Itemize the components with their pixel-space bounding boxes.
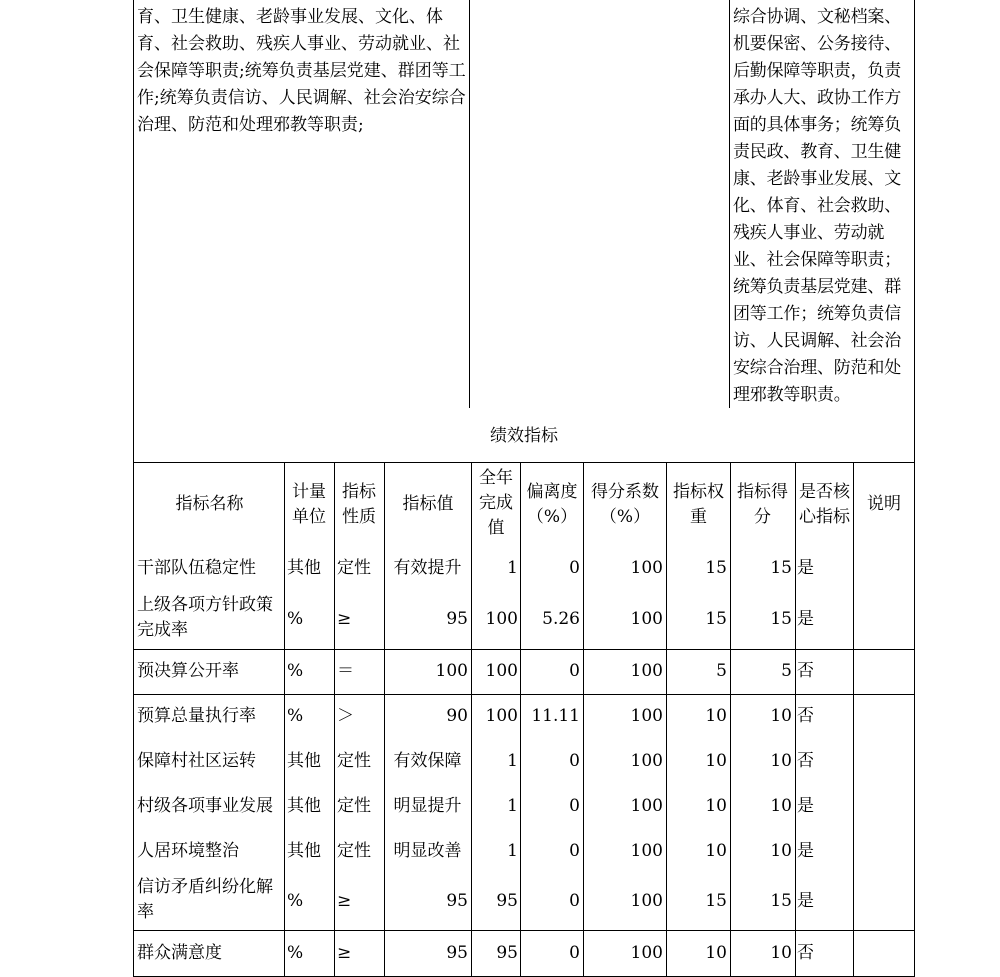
cell-nature: ≥ (337, 943, 352, 963)
cell-weight: 10 (705, 796, 727, 816)
cell-value: 95 (446, 609, 468, 629)
cell-nature: ＝ (337, 661, 354, 681)
cell-weight: 10 (705, 706, 727, 726)
header-annual: 全年完成值 (479, 468, 513, 538)
cell-score: 5 (781, 661, 792, 681)
cell-score: 15 (770, 609, 792, 629)
cell-core: 是 (797, 891, 814, 911)
section-title: 绩效指标 (490, 426, 558, 446)
header-nature: 指标性质 (342, 482, 376, 527)
cell-deviation: 0 (569, 751, 580, 771)
header-unit: 计量单位 (292, 482, 326, 527)
cell-unit: 其他 (287, 751, 321, 771)
cell-weight: 15 (705, 891, 727, 911)
cell-name: 保障村社区运转 (137, 751, 256, 771)
cell-core: 否 (797, 943, 814, 963)
cell-name: 村级各项事业发展 (137, 796, 273, 816)
cell-deviation: 0 (569, 558, 580, 578)
cell-coef: 100 (630, 706, 663, 726)
cell-nature: 定性 (337, 796, 371, 816)
cell-core: 否 (797, 661, 814, 681)
cell-value: 100 (435, 661, 468, 681)
cell-value: 有效保障 (393, 751, 462, 771)
cell-name: 信访矛盾纠纷化解率 (137, 877, 273, 922)
cell-core: 是 (797, 558, 814, 578)
cell-unit: 其他 (287, 796, 321, 816)
cell-nature: 定性 (337, 558, 371, 578)
cell-weight: 5 (716, 661, 727, 681)
cell-weight: 15 (705, 609, 727, 629)
cell-score: 10 (770, 796, 792, 816)
cell-unit: 其他 (287, 841, 321, 861)
cell-annual: 95 (496, 891, 518, 911)
cell-coef: 100 (630, 609, 663, 629)
cell-weight: 10 (705, 841, 727, 861)
cell-score: 10 (770, 943, 792, 963)
cell-coef: 100 (630, 796, 663, 816)
header-value: 指标值 (402, 494, 454, 514)
cell-name: 干部队伍稳定性 (137, 558, 256, 578)
cell-name: 预算总量执行率 (137, 706, 256, 726)
cell-annual: 1 (507, 841, 518, 861)
duties-text-right: 综合协调、文秘档案、机要保密、公务接待、后勤保障等职责，负责承办人大、政协工作方面的具体事务；统筹负责民政、教育、卫生健康、老龄事业发展、文化、体育、社会救助、残疾人事业、劳动就业、社会保障等职责；统筹负责基层党建、群团等工作；统筹负责信访、人民调解、社会治安综合治理、防范和处理邪教等职责。 (733, 7, 901, 405)
cell-unit: % (287, 661, 304, 681)
cell-nature: ≥ (337, 891, 352, 911)
cell-score: 10 (770, 841, 792, 861)
cell-value: 明显提升 (393, 796, 462, 816)
cell-unit: % (287, 891, 304, 911)
cell-deviation: 0 (569, 661, 580, 681)
header-name: 指标名称 (175, 494, 244, 514)
cell-name: 预决算公开率 (137, 661, 239, 681)
cell-annual: 100 (485, 609, 518, 629)
header-deviation: 偏离度（%） (526, 482, 578, 527)
duties-text-left: 育、卫生健康、老龄事业发展、文化、体育、社会救助、残疾人事业、劳动就业、社会保障等职责;统筹负责基层党建、群团等工作;统筹负责信访、人民调解、社会治安综合治理、防范和处理邪教等职责; (137, 7, 466, 135)
cell-annual: 95 (496, 943, 518, 963)
cell-coef: 100 (630, 558, 663, 578)
cell-unit: % (287, 943, 304, 963)
cell-value: 有效提升 (393, 558, 462, 578)
cell-unit: % (287, 609, 304, 629)
cell-deviation: 11.11 (531, 706, 580, 726)
cell-deviation: 0 (569, 891, 580, 911)
cell-deviation: 0 (569, 796, 580, 816)
cell-name: 上级各项方针政策完成率 (137, 595, 273, 640)
cell-value: 95 (446, 891, 468, 911)
cell-annual: 1 (507, 558, 518, 578)
header-weight: 指标权重 (673, 482, 724, 527)
cell-core: 是 (797, 796, 814, 816)
cell-nature: ≥ (337, 609, 352, 629)
cell-nature: ＞ (337, 706, 354, 726)
cell-score: 10 (770, 706, 792, 726)
cell-score: 15 (770, 558, 792, 578)
cell-annual: 1 (507, 751, 518, 771)
cell-score: 15 (770, 891, 792, 911)
header-core: 是否核心指标 (799, 482, 850, 527)
cell-coef: 100 (630, 661, 663, 681)
cell-coef: 100 (630, 943, 663, 963)
cell-unit: 其他 (287, 558, 321, 578)
cell-core: 是 (797, 841, 814, 861)
cell-value: 明显改善 (393, 841, 462, 861)
cell-core: 否 (797, 706, 814, 726)
cell-deviation: 0 (569, 841, 580, 861)
header-score: 指标得分 (737, 482, 788, 527)
cell-annual: 100 (485, 661, 518, 681)
cell-weight: 10 (705, 943, 727, 963)
cell-name: 人居环境整治 (137, 841, 239, 861)
cell-core: 是 (797, 609, 814, 629)
cell-coef: 100 (630, 751, 663, 771)
cell-coef: 100 (630, 841, 663, 861)
cell-unit: % (287, 706, 304, 726)
cell-name: 群众满意度 (137, 943, 222, 963)
cell-deviation: 0 (569, 943, 580, 963)
cell-deviation: 5.26 (542, 609, 580, 629)
cell-weight: 15 (705, 558, 727, 578)
cell-weight: 10 (705, 751, 727, 771)
cell-nature: 定性 (337, 751, 371, 771)
cell-core: 否 (797, 751, 814, 771)
cell-score: 10 (770, 751, 792, 771)
header-note: 说明 (867, 494, 901, 514)
cell-value: 90 (446, 706, 468, 726)
cell-nature: 定性 (337, 841, 371, 861)
cell-annual: 100 (485, 706, 518, 726)
cell-annual: 1 (507, 796, 518, 816)
cell-value: 95 (446, 943, 468, 963)
cell-coef: 100 (630, 891, 663, 911)
header-coef: 得分系数（%） (591, 482, 659, 527)
